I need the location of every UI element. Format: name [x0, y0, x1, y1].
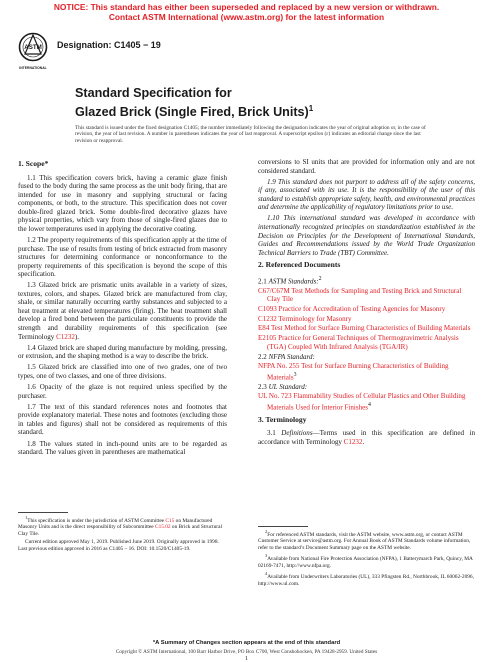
para-1-4: 1.4 Glazed brick are shaped during manufacture by molding, pressing, or extrusion, and the shaping method is a way to describe the brick.: [18, 343, 227, 361]
ref-code-link[interactable]: E2105: [258, 334, 277, 343]
footnote-rule-left: [18, 512, 68, 513]
para-1-7: 1.7 The text of this standard references notes and footnotes that provide explanatory material. These notes and footnotes (excluding those in tables and figures) shall not be considered as requirements of this standard.: [18, 402, 227, 437]
para-1-8-cont: conversions to SI units that are provided for information only and are not considered standard.: [258, 158, 475, 175]
footnote-4: $^4$Available from Underwriters Laboratories (UL), 333 Pfingsten Rd., Northbrook, IL 60062-2096, http://www.ul.com.: [258, 571, 474, 587]
footnotes-right: [258, 529, 475, 589]
ref-astm-item: C1232 Terminology for Masonry: [258, 314, 352, 323]
summary-of-changes-note: *A Summary of Changes section appears at the end of this standard: [152, 640, 341, 646]
ref-code-link[interactable]: C67/C67M: [258, 286, 290, 295]
logo-top-text: ASTM: [24, 44, 42, 51]
para-1-2: 1.2 The property requirements of this specification apply at the time of purchase. The use of results from testing of brick extracted from masonry structures for determining conformance or nonconformance to the property requirements of this specification is beyond the scope of this specification.: [18, 235, 227, 279]
footnote-1: $^1$This specification is under the jurisdiction of ASTM Committee C15 on Manufactured Masonry Units and is the direct responsibility of Subcommittee C15.02 on Brick and Structural Clay Tile.: [18, 515, 222, 537]
title-line-2: Glazed Brick (Single Fired, Brick Units)$^1$: [75, 104, 314, 120]
para-1-9: 1.9 This standard does not purport to address all of the safety concerns, if any, associated with its use. It is the responsibility of the user of this standard to establish appropriate safety, health, and environmental practices and determine the applicability of regulatory limitations prior to use.: [258, 177, 475, 212]
title-line-1: Standard Specification for: [75, 86, 232, 100]
left-column: [18, 160, 227, 459]
link-ul-723[interactable]: UL No. 723: [258, 392, 292, 401]
issue-note: This standard is issued under the fixed designation C1405; the number immediately following the designation indicates the year of original adoption or, in the case of revision, the year of last revision. A number in parentheses indicates the year of last reapproval. A superscript epsilon (ε) indicates an editorial change since the last revision or reapproval.: [75, 125, 426, 144]
astm-ref-list: [258, 287, 475, 352]
ref-code-link[interactable]: E84: [258, 324, 270, 333]
link-c1232-terminology[interactable]: C1232: [343, 437, 363, 446]
logo-bottom-text: INTERNATIONAL: [19, 66, 47, 70]
footnote-1-edition: Current edition approved May 1, 2019. Published June 2019. Originally approved in 1998. Last previous edition approved in 2016 as C1405 – 16. DOI: 10.1520/C1405-19.: [18, 539, 219, 552]
ref-nfpa-255: NFPA No. 255 Test for Surface Burning Characteristics of Building Materials$^3$: [258, 362, 449, 381]
link-c15[interactable]: C15: [165, 517, 175, 524]
para-1-5: 1.5 Glazed brick are classified into one of two grades, one of two types, one of two classes, and one of three divisions.: [18, 363, 227, 380]
ul-standard-head: 2.3 UL Standard:: [258, 382, 308, 391]
para-1-10: 1.10 This international standard was developed in accordance with internationally recognized principles on standardization established in the Decision on Principles for the Development of International Standards, Guides and Recommendations issued by the World Trade Organization Technical Barriers to Trade (TBT) Committee.: [258, 214, 475, 257]
link-c1232[interactable]: C1232: [56, 332, 75, 341]
para-1-6: 1.6 Opacity of the glaze is not required unless specified by the purchaser.: [18, 383, 227, 400]
para-1-1: 1.1 This specification covers brick, having a ceramic glaze finish fused to the body during the same process as the unit body firing, that are intended for use in masonry and supplying structural or facing components, or both, to the structure. This specification does not cover double-fired glazed brick. Some double-fired decorative glazes have physical properties, which vary from those of single-fired glazes due to the lower temperatures used in applying the decorative coating.: [18, 173, 227, 233]
designation: Designation: C1405 − 19: [57, 40, 161, 50]
para-1-3: 1.3 Glazed brick are prismatic units available in a variety of sizes, textures, colors, and shapes. Glazed brick are manufactured from clay, shale, or similar naturally occurring earthy substances and subjected to a heat treatment at elevated temperatures (firing). The heat treatment shall develop a fired bond between the particulate constituents to provide the strength and durability requirements of this specification (see Terminology C1232).: [18, 281, 227, 341]
astm-standards-head: 2.1 ASTM Standards:$^2$: [258, 275, 322, 286]
ref-ul-723: UL No. 723 Flammability Studies of Cellular Plastics and Other Building Materials Used for Interior Finishes$^4$: [258, 392, 466, 412]
astm-logo-icon: [18, 27, 48, 73]
link-nfpa-255[interactable]: NFPA No. 255: [258, 362, 300, 371]
ref-code-link[interactable]: C1093: [258, 304, 277, 313]
referenced-heading: 2. Referenced Documents: [258, 260, 341, 270]
right-column: [258, 158, 475, 449]
ref-astm-item: E84 Test Method for Surface Burning Characteristics of Building Materials: [258, 324, 471, 333]
title-footnote-mark: 1: [308, 104, 314, 113]
footnote-2: $^2$For referenced ASTM standards, visit the ASTM website, www.astm.org, or contact ASTM Customer Service at service@astm.org. For Annual Book of ASTM Standards volume information, refer to the standard’s Document Summary page on the ASTM website.: [258, 529, 471, 551]
withdrawal-notice: [0, 3, 493, 22]
ref-astm-item: E2105 Practice for General Techniques of Thermogravimetric Analysis (TGA) Coupled With Infrared Analysis (TGA/IR): [258, 334, 459, 351]
footnote-rule-right: [258, 526, 308, 527]
page-title: [75, 86, 313, 120]
para-1-8: 1.8 The values stated in inch-pound units are to be regarded as standard. The values given in parentheses are mathematical: [18, 439, 227, 457]
ref-astm-item: C67/C67M Test Methods for Sampling and Testing Brick and Structural Clay Tile: [258, 286, 462, 304]
scope-heading: 1. Scope*: [18, 159, 49, 168]
notice-line-2: Contact ASTM International (www.astm.org) for the latest information: [108, 11, 385, 22]
copyright-line: Copyright © ASTM International, 100 Barr Harbor Drive, PO Box C700, West Conshohocken, PA 19428-2959. United States: [115, 649, 378, 655]
footnotes-left: [18, 515, 227, 555]
terminology-heading: 3. Terminology: [258, 414, 307, 424]
link-c15-02[interactable]: C15.02: [155, 524, 171, 531]
nfpa-standard-head: 2.2 NFPA Standard:: [258, 352, 315, 361]
ref-code-link[interactable]: C1232: [258, 314, 277, 323]
notice-line-1: NOTICE: This standard has either been superseded and replaced by a new version or withdrawn.: [53, 2, 440, 12]
footnote-3: $^3$Available from National Fire Protection Association (NFPA), 1 Batterymarch Park, Quincy, MA 02169-7471, http://www.nfpa.org.: [258, 553, 473, 569]
para-3-1: 3.1 Definitions—Terms used in this specification are defined in accordance with Terminology C1232.: [258, 429, 475, 446]
ref-astm-item: C1093 Practice for Accreditation of Testing Agencies for Masonry: [258, 304, 446, 313]
page-number: 1: [245, 656, 248, 662]
